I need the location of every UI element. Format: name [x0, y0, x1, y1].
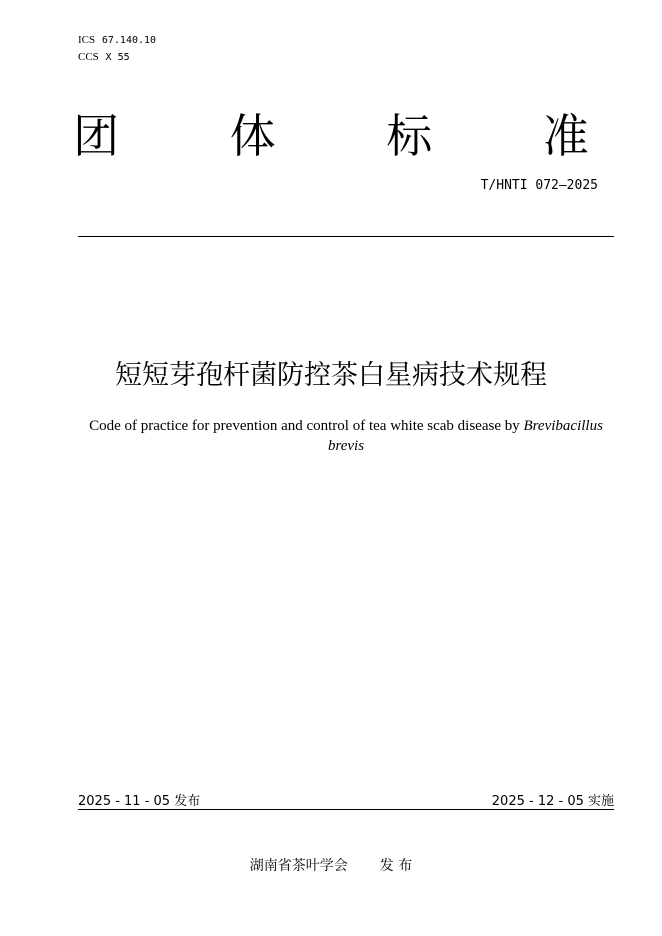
english-title-species: brevis — [327, 438, 365, 454]
ccs-line — [78, 49, 156, 66]
publisher-action: 发 布 — [379, 858, 413, 874]
publish-date: 2025 - 11 - 05 发布 — [78, 794, 201, 809]
top-divider — [78, 236, 614, 237]
chinese-title: 短短芽孢杆菌防控茶白星病技术规程 — [115, 360, 547, 391]
standard-number: T/HNTI 072—2025 — [480, 178, 598, 193]
ccs-code: X 55 — [105, 52, 130, 63]
english-title-genus: Brevibacillus — [523, 418, 603, 434]
ics-code: 67.140.10 — [101, 35, 157, 46]
ics-line — [78, 32, 156, 49]
implement-date: 2025 - 12 - 05 实施 — [491, 794, 614, 809]
ccs-label: CCS — [78, 51, 99, 63]
classification-codes — [78, 32, 156, 66]
publisher-line — [0, 855, 662, 875]
publisher-name: 湖南省茶叶学会 — [249, 858, 348, 874]
english-title — [78, 416, 614, 456]
ics-label: ICS — [78, 34, 96, 46]
bottom-divider — [78, 809, 614, 810]
english-title-text: Code of practice for prevention and control of tea white scab disease by — [89, 418, 524, 434]
document-type-title: 团 体 标 准 — [73, 109, 637, 163]
